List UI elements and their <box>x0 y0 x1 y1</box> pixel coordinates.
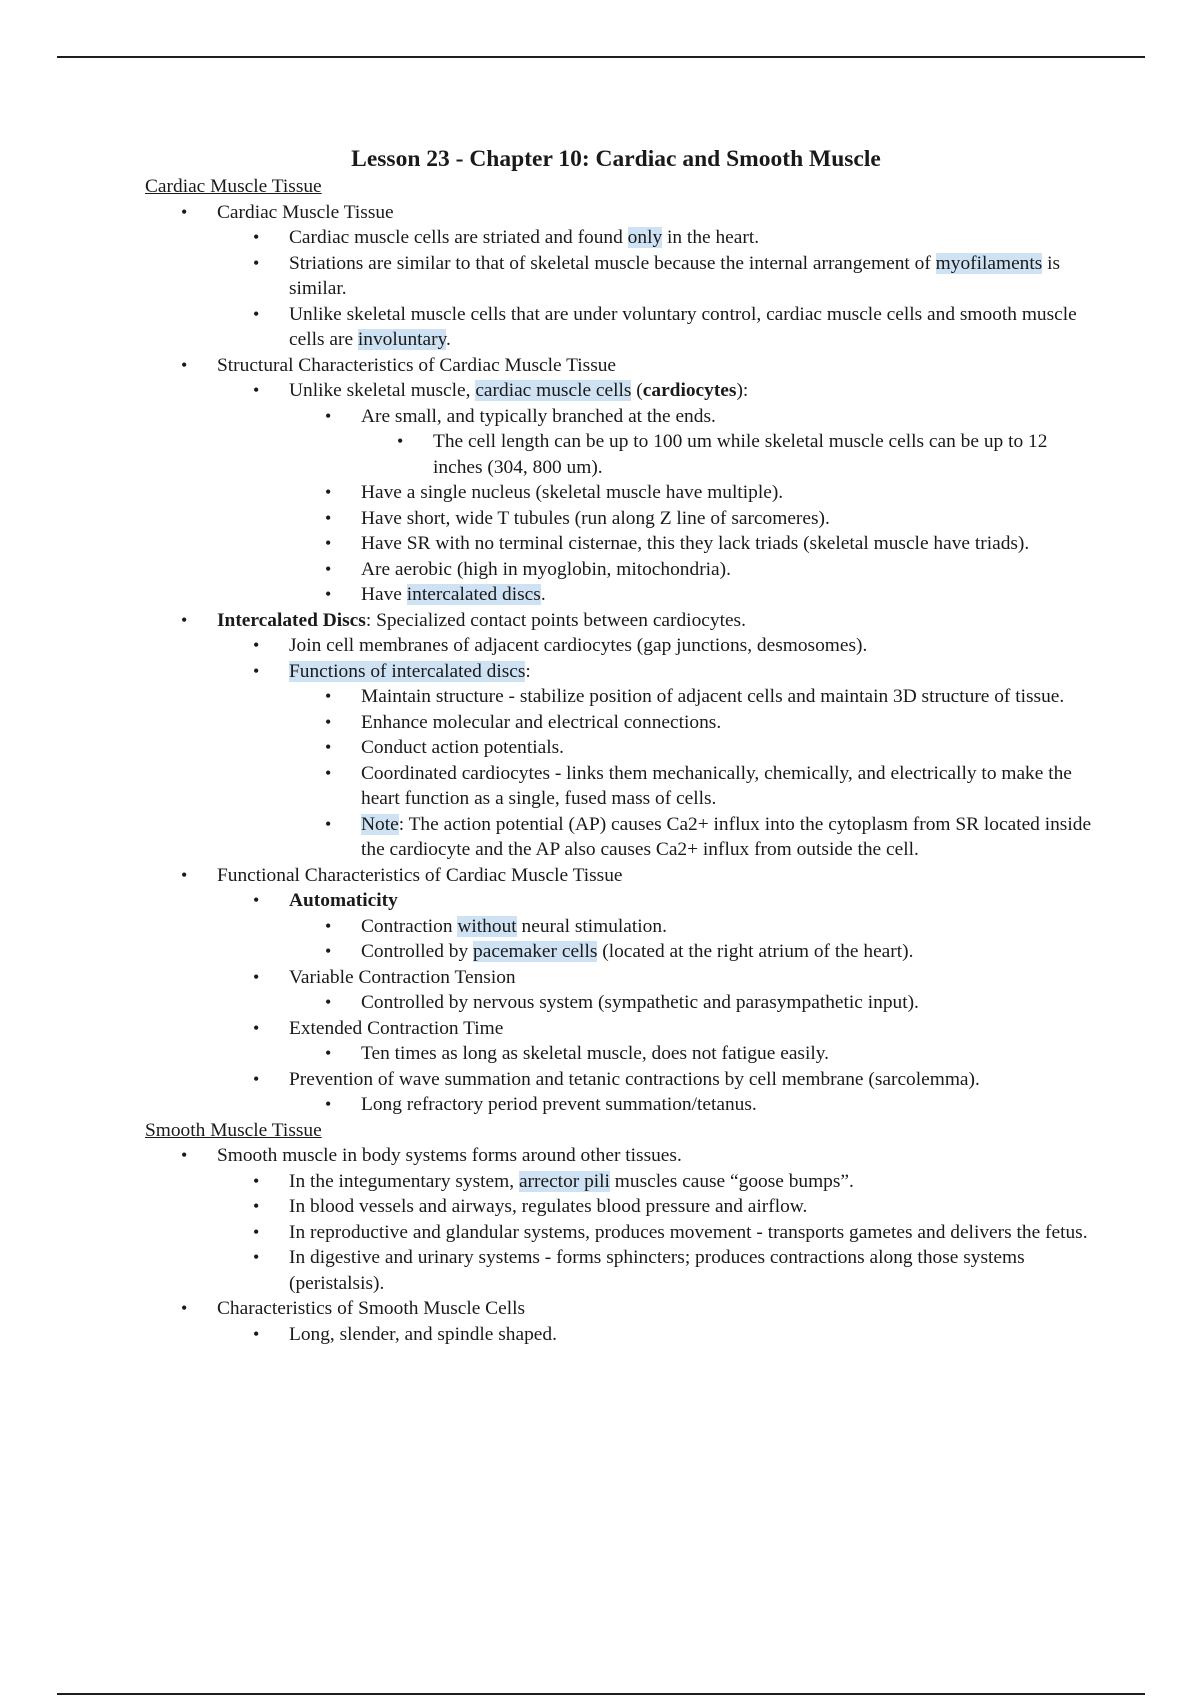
footer-rule <box>57 1693 1145 1695</box>
list-item: • Maintain structure - stabilize position of adjacent cells and maintain 3D structure of tissue. <box>361 684 1095 710</box>
section-heading-smooth: Smooth Muscle Tissue <box>145 1119 322 1141</box>
list-item: • Cardiac Muscle Tissue • Cardiac muscle cells are striated and found only in the heart. • Striations are similar to that of skeletal muscle because the internal arrangement of myofilaments is similar. • Unlike skeletal muscle cells that are under voluntary control, cardiac muscle cells and smooth muscle cells are involuntary. <box>217 200 1095 353</box>
highlight: without <box>457 915 517 937</box>
list-item: • Functional Characteristics of Cardiac Muscle Tissue • Automaticity • Contraction without neural stimulation. • Controlled by pacemaker cells (located at the right atrium of the heart). • Variable Contraction Tension • Controlled by nervous system (sympathetic and parasympathetic input). • Extended Contraction Time • Ten times as long as skeletal muscle, does not fatigue easily. • Prevention of wave summation and tetanic contractions by cell membrane (sarcolemma). • Long refractory period prevent summation/tetanus. <box>217 863 1095 1118</box>
list-item: • Unlike skeletal muscle cells that are under voluntary control, cardiac muscle cells and smooth muscle cells are involuntary. <box>289 302 1095 353</box>
list-item: • Long refractory period prevent summation/tetanus. <box>361 1092 1095 1118</box>
highlight: cardiac muscle cells <box>475 380 632 401</box>
list-item: • Variable Contraction Tension • Controlled by nervous system (sympathetic and parasympathetic input). <box>289 965 1095 1016</box>
list-item: • The cell length can be up to 100 um while skeletal muscle cells can be up to 12 inches (304, 800 um). <box>433 429 1095 480</box>
list-item: • Characteristics of Smooth Muscle Cells • Long, slender, and spindle shaped. <box>217 1296 1095 1347</box>
list-item: • Ten times as long as skeletal muscle, does not fatigue easily. <box>361 1041 1095 1067</box>
list-item: • Extended Contraction Time • Ten times as long as skeletal muscle, does not fatigue easily. <box>289 1016 1095 1067</box>
highlight: myofilaments <box>935 252 1043 274</box>
document-body <box>145 144 1095 1347</box>
list-item: • Have short, wide T tubules (run along Z line of sarcomeres). <box>361 506 1095 532</box>
list-item: • In digestive and urinary systems - forms sphincters; produces contractions along those systems (peristalsis). <box>289 1245 1095 1296</box>
list-item: • Join cell membranes of adjacent cardiocytes (gap junctions, desmosomes). <box>289 633 1095 659</box>
list-item: • Contraction without neural stimulation. <box>361 914 1095 940</box>
list-item: • In the integumentary system, arrector pili muscles cause “goose bumps”. <box>289 1169 1095 1195</box>
list-item: • Have SR with no terminal cisternae, this they lack triads (skeletal muscle have triads). <box>361 531 1095 557</box>
list-item: • Have intercalated discs. <box>361 582 1095 608</box>
list-item: • Functions of intercalated discs: • Maintain structure - stabilize position of adjacent cells and maintain 3D structure of tissue. • Enhance molecular and electrical connections. • Conduct action potentials. • Coordinated cardiocytes - links them mechanically, chemically, and electrically to make the heart function as a single, fused mass of cells. • Note: The action potential (AP) causes Ca2+ influx into the cytoplasm from SR located inside the cardiocyte and the AP also causes Ca2+ influx from outside the cell. <box>289 659 1095 863</box>
list-item: • Long, slender, and spindle shaped. <box>289 1322 1095 1348</box>
list-item: • Controlled by nervous system (sympathetic and parasympathetic input). <box>361 990 1095 1016</box>
list-item: • Intercalated Discs: Specialized contact points between cardiocytes. • Join cell membranes of adjacent cardiocytes (gap junctions, desmosomes). • Functions of intercalated discs: • Maintain structure - stabilize position of adjacent cells and maintain 3D structure of tissue. • Enhance molecular and electrical connections. • Conduct action potentials. • Coordinated cardiocytes - links them mechanically, chemically, and electrically to make the heart function as a single, fused mass of cells. • Note: The action potential (AP) causes Ca2+ influx into the cytoplasm from SR located inside the cardiocyte and the AP also causes Ca2+ influx from outside the cell. <box>217 608 1095 863</box>
list-item: • Are aerobic (high in myoglobin, mitochondria). <box>361 557 1095 583</box>
highlight: pacemaker cells <box>473 941 598 962</box>
cardiac-list <box>145 200 1095 1118</box>
highlight: only <box>627 227 663 248</box>
highlight: intercalated discs <box>406 584 541 605</box>
list-item: • Structural Characteristics of Cardiac Muscle Tissue • Unlike skeletal muscle, cardiac muscle cells (cardiocytes): • Are small, and typically branched at the ends. • The cell length can be up to 100 um while skeletal muscle cells can be up to 12 inches (304, 800 um). • Have a single nucleus (skeletal muscle have multiple). • Have short, wide T tubules (run along Z line of sarcomeres). • Have SR with no terminal cisternae, this they lack triads (skeletal muscle have triads). • Are aerobic (high in myoglobin, mitochondria). • Have intercalated discs. <box>217 353 1095 608</box>
highlight: Note <box>361 813 399 835</box>
list-item: • Enhance molecular and electrical connections. <box>361 710 1095 736</box>
list-item: • In reproductive and glandular systems, produces movement - transports gametes and delivers the fetus. <box>289 1220 1095 1246</box>
list-item: • Controlled by pacemaker cells (located at the right atrium of the heart). <box>361 939 1095 965</box>
list-item: • Have a single nucleus (skeletal muscle have multiple). <box>361 480 1095 506</box>
smooth-list <box>145 1143 1095 1347</box>
highlight: arrector pili <box>518 1170 610 1192</box>
list-item: • Cardiac muscle cells are striated and found only in the heart. <box>289 225 1095 251</box>
page-title: Lesson 23 - Chapter 10: Cardiac and Smooth Muscle <box>351 146 881 172</box>
list-item: • Automaticity • Contraction without neural stimulation. • Controlled by pacemaker cells (located at the right atrium of the heart). <box>289 888 1095 965</box>
list-item: • Smooth muscle in body systems forms around other tissues. • In the integumentary system, arrector pili muscles cause “goose bumps”. • In blood vessels and airways, regulates blood pressure and airflow. • In reproductive and glandular systems, produces movement - transports gametes and delivers the fetus. • In digestive and urinary systems - forms sphincters; produces contractions along those systems (peristalsis). <box>217 1143 1095 1296</box>
section-heading-cardiac: Cardiac Muscle Tissue <box>145 176 322 197</box>
list-item: • Coordinated cardiocytes - links them mechanically, chemically, and electrically to make the heart function as a single, fused mass of cells. <box>361 761 1095 812</box>
list-item: • Unlike skeletal muscle, cardiac muscle cells (cardiocytes): • Are small, and typically branched at the ends. • The cell length can be up to 100 um while skeletal muscle cells can be up to 12 inches (304, 800 um). • Have a single nucleus (skeletal muscle have multiple). • Have short, wide T tubules (run along Z line of sarcomeres). • Have SR with no terminal cisternae, this they lack triads (skeletal muscle have triads). • Are aerobic (high in myoglobin, mitochondria). • Have intercalated discs. <box>289 378 1095 608</box>
highlight: Functions of intercalated discs <box>289 660 526 682</box>
list-item: • Note: The action potential (AP) causes Ca2+ influx into the cytoplasm from SR located inside the cardiocyte and the AP also causes Ca2+ influx from outside the cell. <box>361 812 1095 863</box>
list-item: • Are small, and typically branched at the ends. • The cell length can be up to 100 um while skeletal muscle cells can be up to 12 inches (304, 800 um). <box>361 404 1095 481</box>
highlight: involuntary <box>357 329 447 350</box>
list-item: • Striations are similar to that of skeletal muscle because the internal arrangement of myofilaments is similar. <box>289 251 1095 302</box>
list-item: • Conduct action potentials. <box>361 735 1095 761</box>
list-item: • In blood vessels and airways, regulates blood pressure and airflow. <box>289 1194 1095 1220</box>
list-item: • Prevention of wave summation and tetanic contractions by cell membrane (sarcolemma). • Long refractory period prevent summation/tetanus. <box>289 1067 1095 1118</box>
header-rule <box>57 56 1145 58</box>
